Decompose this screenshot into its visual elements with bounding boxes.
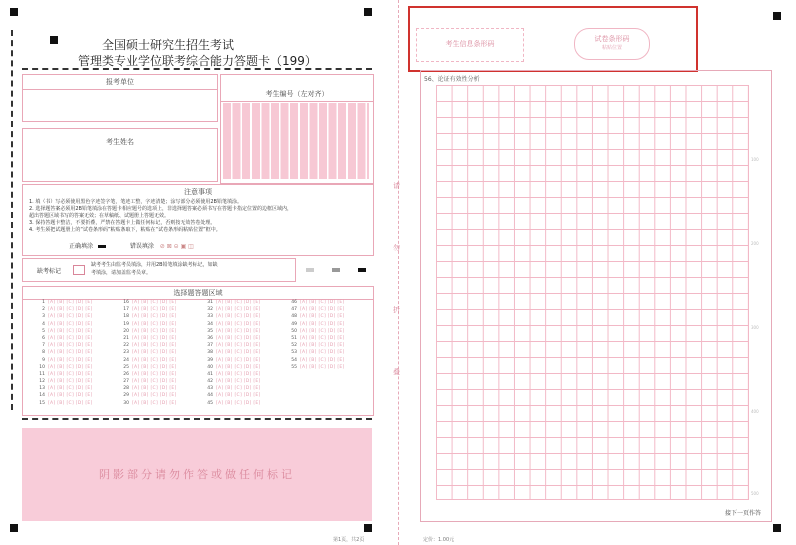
card-title-line1: 全国硕士研究生招生考试 [102, 38, 235, 52]
choice-row[interactable] [285, 313, 367, 320]
question-number: 39 [207, 357, 213, 363]
exam-number-bubble-grid[interactable] [223, 103, 369, 179]
choice-row[interactable] [33, 357, 115, 364]
absent-note-2: 考填涂，请加盖监考员章。 [91, 270, 152, 276]
choice-options[interactable]: [A] [B] [C] [D] [E] [48, 335, 93, 341]
choice-options[interactable]: [A] [B] [C] [D] [E] [300, 335, 345, 341]
calibration-mark-1 [306, 268, 314, 272]
grid-count-100: 100 [751, 157, 759, 162]
correct-fill-label: 正确填涂 [69, 243, 94, 250]
choice-row[interactable] [33, 335, 115, 342]
choice-options[interactable]: [A] [B] [C] [D] [E] [216, 328, 261, 334]
question-number: 12 [39, 379, 45, 385]
choice-row[interactable] [201, 378, 283, 385]
grid-count-500: 500 [751, 491, 759, 496]
timing-track-left [11, 30, 13, 410]
choice-options[interactable]: [A] [B] [C] [D] [E] [300, 350, 345, 356]
choice-row[interactable] [201, 306, 283, 313]
name-label: 考生姓名 [106, 138, 134, 146]
choice-options[interactable]: [A] [B] [C] [D] [E] [216, 335, 261, 341]
choice-row[interactable] [33, 371, 115, 378]
choice-row[interactable] [285, 306, 367, 313]
choice-options[interactable]: [A] [B] [C] [D] [E] [216, 343, 261, 349]
corner-mark-top-right [364, 8, 372, 16]
question-number: 48 [291, 314, 297, 320]
choice-row[interactable] [201, 313, 283, 320]
choice-options[interactable]: [A] [B] [C] [D] [E] [48, 350, 93, 356]
choice-options[interactable]: [A] [B] [C] [D] [E] [300, 357, 345, 363]
choice-row[interactable] [33, 385, 115, 392]
question-label: 56、论证有效性分析 [424, 76, 480, 83]
choice-column [285, 299, 367, 371]
choice-options[interactable]: [A] [B] [C] [D] [E] [48, 364, 93, 370]
question-number: 19 [123, 321, 129, 327]
paper-barcode-label: 试卷条形码 [594, 35, 630, 43]
choice-column [201, 299, 283, 407]
question-number: 7 [42, 343, 45, 349]
question-number: 24 [123, 357, 129, 363]
choice-row[interactable] [117, 400, 199, 407]
correct-fill-sample [98, 245, 106, 248]
choice-options[interactable]: [A] [B] [C] [D] [E] [300, 300, 345, 305]
choice-options[interactable]: [A] [B] [C] [D] [E] [216, 300, 261, 305]
grid-count-400: 400 [751, 409, 759, 414]
notice-line-1: 1. 填（书）写必须使用黑色字迹签字笔，笔迹工整，字迹清楚；涂写部分必须使用2B铅笔填涂。 [29, 199, 242, 205]
choice-row[interactable] [117, 321, 199, 328]
question-number: 55 [291, 364, 297, 370]
choice-row[interactable] [33, 306, 115, 313]
question-number: 4 [42, 321, 45, 327]
examinee-barcode-box[interactable] [416, 28, 524, 62]
choice-row[interactable] [33, 392, 115, 399]
choice-row[interactable] [201, 385, 283, 392]
choice-options[interactable]: [A] [B] [C] [D] [E] [300, 343, 345, 349]
examinee-barcode-label: 考生信息条形码 [445, 40, 495, 48]
fold-line [398, 0, 399, 545]
question-number: 14 [39, 393, 45, 399]
corner-mark-bottom-left [10, 524, 18, 532]
question-number: 30 [123, 400, 129, 406]
exam-number-label: 考生编号（左对齐） [221, 87, 373, 102]
choice-column [33, 299, 115, 407]
right-footer: 定价：1.00元 [423, 537, 455, 543]
question-number: 47 [291, 307, 297, 313]
choice-row[interactable] [285, 299, 367, 306]
question-number: 28 [123, 386, 129, 392]
choice-options[interactable]: [A] [B] [C] [D] [E] [48, 371, 93, 377]
question-number: 6 [42, 335, 45, 341]
question-number: 35 [207, 328, 213, 334]
choice-options[interactable]: [A] [B] [C] [D] [E] [132, 393, 177, 399]
bottom-dash-rule [22, 418, 372, 420]
choice-options[interactable]: [A] [B] [C] [D] [E] [132, 350, 177, 356]
choice-options[interactable]: [A] [B] [C] [D] [E] [132, 343, 177, 349]
choice-row[interactable] [33, 378, 115, 385]
choice-row[interactable] [33, 364, 115, 371]
absent-box[interactable] [22, 258, 296, 282]
choice-options[interactable]: [A] [B] [C] [D] [E] [132, 328, 177, 334]
choice-options[interactable]: [A] [B] [C] [D] [E] [48, 379, 93, 385]
choice-options[interactable]: [A] [B] [C] [D] [E] [216, 321, 261, 327]
choice-options[interactable]: [A] [B] [C] [D] [E] [216, 314, 261, 320]
choice-row[interactable] [117, 371, 199, 378]
name-box[interactable] [22, 128, 218, 182]
choice-row[interactable] [33, 299, 115, 306]
choice-options[interactable]: [A] [B] [C] [D] [E] [132, 371, 177, 377]
calibration-mark-2 [332, 268, 340, 272]
question-number: 17 [123, 307, 129, 313]
choice-options[interactable]: [A] [B] [C] [D] [E] [216, 350, 261, 356]
choice-row[interactable] [285, 342, 367, 349]
choice-row[interactable] [117, 342, 199, 349]
choice-row[interactable] [201, 335, 283, 342]
choice-row[interactable] [117, 364, 199, 371]
choice-options[interactable]: [A] [B] [C] [D] [E] [48, 386, 93, 392]
choice-options[interactable]: [A] [B] [C] [D] [E] [216, 400, 261, 406]
choice-row[interactable] [285, 335, 367, 342]
question-number: 22 [123, 343, 129, 349]
question-number: 32 [207, 307, 213, 313]
absent-checkbox[interactable] [73, 265, 85, 275]
choice-row[interactable] [33, 349, 115, 356]
notice-line-3: 超出答题区域书写的答案无效；在草稿纸、试题册上答题无效。 [29, 213, 170, 219]
choice-options[interactable]: [A] [B] [C] [D] [E] [132, 400, 177, 406]
notice-line-2: 2. 选择题答案必须用2B铅笔填涂在答题卡相应题号的选项上，非选择题答案必须书写在答题卡指定位置的边框区域内， [29, 206, 292, 212]
question-number: 26 [123, 371, 129, 377]
choice-row[interactable] [117, 392, 199, 399]
choice-options[interactable]: [A] [B] [C] [D] [E] [300, 328, 345, 334]
question-number: 53 [291, 350, 297, 356]
question-number: 50 [291, 328, 297, 334]
choice-options[interactable]: [A] [B] [C] [D] [E] [48, 307, 93, 313]
choice-row[interactable] [285, 328, 367, 335]
question-number: 31 [207, 300, 213, 305]
choice-options[interactable]: [A] [B] [C] [D] [E] [216, 371, 261, 377]
choice-row[interactable] [117, 349, 199, 356]
choice-row[interactable] [117, 357, 199, 364]
continue-label: 接下一页作答 [724, 510, 761, 517]
right-corner-mark-top [773, 12, 781, 20]
question-number: 36 [207, 335, 213, 341]
choice-options[interactable]: [A] [B] [C] [D] [E] [132, 300, 177, 305]
question-number: 34 [207, 321, 213, 327]
essay-grid[interactable] [436, 85, 749, 500]
notice-box [22, 184, 374, 256]
essay-frame [420, 70, 772, 522]
fold-text-3: 折 [393, 306, 400, 314]
choice-options[interactable]: [A] [B] [C] [D] [E] [300, 364, 345, 370]
paper-barcode-box[interactable] [574, 28, 650, 60]
question-number: 46 [291, 300, 297, 305]
choice-row[interactable] [117, 335, 199, 342]
question-number: 5 [42, 328, 45, 334]
choice-row[interactable] [285, 364, 367, 371]
question-number: 16 [123, 300, 129, 305]
choice-row[interactable] [201, 400, 283, 407]
choice-row[interactable] [201, 371, 283, 378]
choice-options[interactable]: [A] [B] [C] [D] [E] [300, 314, 345, 320]
choice-row[interactable] [33, 342, 115, 349]
question-number: 1 [42, 300, 45, 305]
question-number: 40 [207, 364, 213, 370]
left-footer: 第1页，共2页 [333, 537, 365, 543]
choice-options[interactable]: [A] [B] [C] [D] [E] [300, 321, 345, 327]
choice-options[interactable]: [A] [B] [C] [D] [E] [48, 321, 93, 327]
choice-row[interactable] [33, 321, 115, 328]
choice-options[interactable]: [A] [B] [C] [D] [E] [132, 386, 177, 392]
question-number: 43 [207, 386, 213, 392]
question-number: 42 [207, 379, 213, 385]
grid-count-300: 300 [751, 325, 759, 330]
choice-row[interactable] [285, 357, 367, 364]
question-number: 41 [207, 371, 213, 377]
fold-text-1: 请 [393, 182, 400, 190]
fold-text-2: 勿 [393, 244, 400, 252]
choice-options[interactable]: [A] [B] [C] [D] [E] [132, 357, 177, 363]
school-box[interactable] [22, 74, 218, 122]
choice-row[interactable] [201, 392, 283, 399]
absent-note-1: 缺考考生由监考员填涂，并用2B铅笔填涂缺考标记，如缺 [91, 262, 218, 268]
notice-line-5: 4. 考生须把试题册上的“试卷条形码”粘贴条取下，粘贴在“试卷条形码粘贴位置”框中。 [29, 227, 221, 233]
choice-options[interactable]: [A] [B] [C] [D] [E] [132, 364, 177, 370]
absent-label: 缺考标记 [37, 268, 62, 275]
choice-row[interactable] [33, 400, 115, 407]
question-number: 8 [42, 350, 45, 356]
question-number: 11 [39, 371, 45, 377]
wrong-fill-samples: ⊘ ⊠ ⊝ ▣ ◫ [159, 243, 194, 250]
choice-options[interactable]: [A] [B] [C] [D] [E] [216, 307, 261, 313]
right-corner-mark-bottom [773, 524, 781, 532]
choice-row[interactable] [33, 328, 115, 335]
shaded-area [22, 428, 372, 521]
choice-area-title: 选择题答题区域 [23, 287, 373, 300]
question-number: 49 [291, 321, 297, 327]
choice-options[interactable]: [A] [B] [C] [D] [E] [48, 328, 93, 334]
choice-options[interactable]: [A] [B] [C] [D] [E] [48, 400, 93, 406]
question-number: 23 [123, 350, 129, 356]
grid-count-200: 200 [751, 241, 759, 246]
question-number: 45 [207, 400, 213, 406]
choice-options[interactable]: [A] [B] [C] [D] [E] [216, 386, 261, 392]
question-number: 20 [123, 328, 129, 334]
choice-row[interactable] [117, 328, 199, 335]
choice-row[interactable] [201, 342, 283, 349]
question-number: 25 [123, 364, 129, 370]
question-number: 38 [207, 350, 213, 356]
question-number: 52 [291, 343, 297, 349]
choice-options[interactable]: [A] [B] [C] [D] [E] [48, 393, 93, 399]
paper-barcode-sub: 粘贴位置 [601, 45, 622, 51]
choice-options[interactable]: [A] [B] [C] [D] [E] [300, 307, 345, 313]
exam-number-box[interactable] [220, 74, 374, 184]
choice-options[interactable]: [A] [B] [C] [D] [E] [132, 314, 177, 320]
choice-row[interactable] [285, 349, 367, 356]
choice-row[interactable] [117, 299, 199, 306]
choice-column [117, 299, 199, 407]
choice-row[interactable] [201, 321, 283, 328]
notice-title: 注意事项 [184, 188, 212, 196]
corner-mark-top-left [50, 36, 58, 44]
question-number: 3 [42, 314, 45, 320]
notice-line-4: 3. 保持答题卡整洁，不要折叠，严禁在答题卡上做任何标记，否则按无效答卷处理。 [29, 220, 216, 226]
choice-options[interactable]: [A] [B] [C] [D] [E] [48, 343, 93, 349]
question-number: 18 [123, 314, 129, 320]
question-number: 37 [207, 343, 213, 349]
choice-options[interactable]: [A] [B] [C] [D] [E] [216, 379, 261, 385]
choice-options[interactable]: [A] [B] [C] [D] [E] [216, 357, 261, 363]
choice-row[interactable] [285, 321, 367, 328]
choice-row[interactable] [117, 378, 199, 385]
question-number: 33 [207, 314, 213, 320]
choice-options[interactable]: [A] [B] [C] [D] [E] [48, 300, 93, 305]
question-number: 54 [291, 357, 297, 363]
shaded-notice: 阴影部分请勿作答或做任何标记 [99, 468, 295, 481]
question-number: 29 [123, 393, 129, 399]
choice-row[interactable] [117, 306, 199, 313]
choice-options[interactable]: [A] [B] [C] [D] [E] [48, 314, 93, 320]
question-number: 15 [39, 400, 45, 406]
question-number: 10 [39, 364, 45, 370]
question-number: 21 [123, 335, 129, 341]
choice-row[interactable] [201, 328, 283, 335]
corner-mark-top-left-outer [10, 8, 18, 16]
wrong-fill-label: 错误填涂 [129, 243, 154, 250]
choice-options[interactable]: [A] [B] [C] [D] [E] [132, 335, 177, 341]
question-number: 9 [42, 357, 45, 363]
card-title-line2: 管理类专业学位联考综合能力答题卡（199） [78, 54, 317, 68]
choice-options[interactable]: [A] [B] [C] [D] [E] [216, 393, 261, 399]
choice-options[interactable]: [A] [B] [C] [D] [E] [132, 307, 177, 313]
school-label: 报考单位 [23, 75, 217, 90]
choice-area[interactable] [22, 286, 374, 416]
question-number: 51 [291, 335, 297, 341]
question-number: 2 [42, 307, 45, 313]
choice-row[interactable] [201, 299, 283, 306]
choice-row[interactable] [201, 364, 283, 371]
choice-row[interactable] [117, 313, 199, 320]
choice-options[interactable]: [A] [B] [C] [D] [E] [132, 321, 177, 327]
choice-columns[interactable] [33, 299, 369, 411]
calibration-mark-3 [358, 268, 366, 272]
question-number: 44 [207, 393, 213, 399]
question-number: 13 [39, 386, 45, 392]
choice-row[interactable] [201, 349, 283, 356]
choice-options[interactable]: [A] [B] [C] [D] [E] [48, 357, 93, 363]
choice-options[interactable]: [A] [B] [C] [D] [E] [216, 364, 261, 370]
fold-text-4: 叠 [393, 368, 400, 376]
choice-row[interactable] [117, 385, 199, 392]
corner-mark-bottom-right [364, 524, 372, 532]
choice-row[interactable] [201, 357, 283, 364]
choice-row[interactable] [33, 313, 115, 320]
choice-options[interactable]: [A] [B] [C] [D] [E] [132, 379, 177, 385]
question-number: 27 [123, 379, 129, 385]
